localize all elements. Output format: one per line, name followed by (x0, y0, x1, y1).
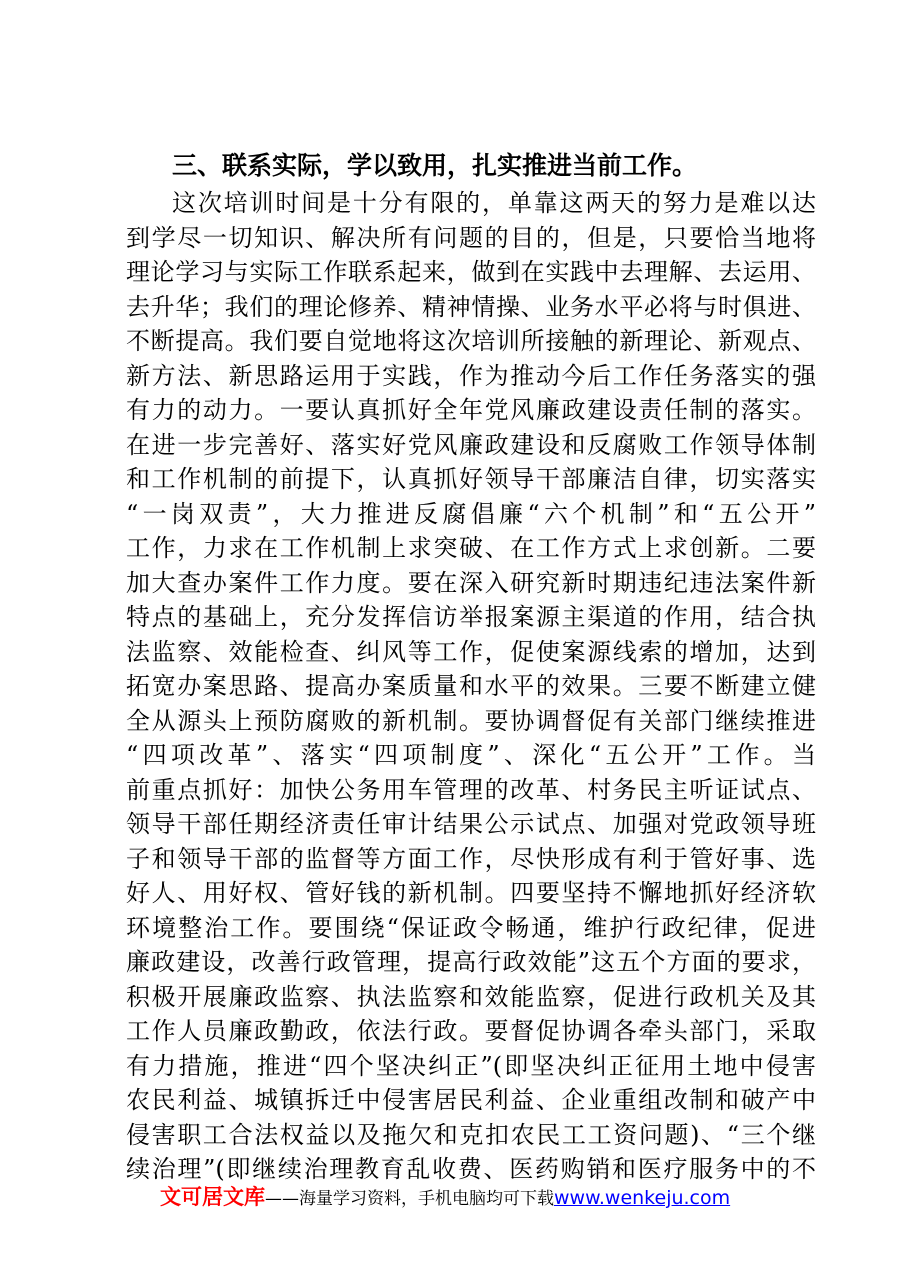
body-line: 在进一步完善好、落实好党风廉政建设和反腐败工作领导体制 (126, 430, 816, 459)
section-heading: 三、联系实际，学以致用，扎实推进当前工作。 (172, 151, 698, 180)
body-line: 廉政建设，改善行政管理，提高行政效能”这五个方面的要求， (126, 948, 816, 976)
body-line: 加大查办案件工作力度。要在深入研究新时期违纪违法案件新 (126, 568, 816, 597)
body-line: “一岗双责”，大力推进反腐倡廉“六个机制”和“五公开” (126, 499, 816, 528)
body-line: 子和领导干部的监督等方面工作，尽快形成有利于管好事、选 (126, 844, 816, 873)
footer-banner (160, 1183, 730, 1213)
body-line: 侵害职工合法权益以及拖欠和克扣农民工工资问题)、“三个继 (126, 1120, 816, 1149)
body-line: 环境整治工作。要围绕“保证政令畅通，维护行政纪律，促进 (126, 913, 816, 942)
body-line: 去升华；我们的理论修养、精神情操、业务水平必将与时俱进、 (126, 292, 816, 321)
body-line: 这次培训时间是十分有限的，单靠这两天的努力是难以达 (172, 189, 816, 217)
body-line: 领导干部任期经济责任审计结果公示试点、加强对党政领导班 (126, 810, 816, 838)
body-line: 工作人员廉政勤政，依法行政。要督促协调各牵头部门，采取 (126, 1017, 816, 1045)
body-line: 不断提高。我们要自觉地将这次培训所接触的新理论、新观点、 (126, 327, 816, 355)
body-line: 特点的基础上，充分发挥信访举报案源主渠道的作用，结合执 (126, 603, 816, 631)
body-line: 好人、用好权、管好钱的新机制。四要坚持不懈地抓好经济软 (126, 879, 816, 907)
body-text (126, 186, 816, 1187)
body-line: 前重点抓好：加快公务用车管理的改革、村务民主听证试点、 (126, 775, 816, 804)
body-line: 拓宽办案思路、提高办案质量和水平的效果。三要不断建立健 (126, 672, 816, 700)
body-line: 新方法、新思路运用于实践，作为推动今后工作任务落实的强 (126, 361, 816, 390)
body-line: 续治理”(即继续治理教育乱收费、医药购销和医疗服务中的不 (126, 1155, 816, 1183)
body-line: 工作，力求在工作机制上求突破、在工作方式上求创新。二要 (126, 534, 816, 562)
footer-slogan: ——海量学习资料，手机电脑均可下载 (265, 1189, 554, 1209)
body-line: 农民利益、城镇拆迁中侵害居民利益、企业重组改制和破产中 (126, 1086, 816, 1114)
body-line: 理论学习与实际工作联系起来，做到在实践中去理解、去运用、 (126, 258, 816, 286)
body-line: “四项改革”、落实“四项制度”、深化“五公开”工作。当 (126, 741, 816, 769)
body-line: 到学尽一切知识、解决所有问题的目的，但是，只要恰当地将 (126, 223, 816, 252)
footer-url-link[interactable]: www.wenkeju.com (554, 1187, 731, 1209)
body-line: 有力的动力。一要认真抓好全年党风廉政建设责任制的落实。 (126, 396, 816, 424)
body-line: 有力措施，推进“四个坚决纠正”(即坚决纠正征用土地中侵害 (126, 1051, 816, 1080)
body-line: 法监察、效能检查、纠风等工作，促使案源线索的增加，达到 (126, 637, 816, 666)
body-line: 积极开展廉政监察、执法监察和效能监察，促进行政机关及其 (126, 982, 816, 1011)
footer-brand: 文可居文库 (160, 1185, 265, 1209)
body-line: 和工作机制的前提下，认真抓好领导干部廉洁自律，切实落实 (126, 465, 816, 493)
body-line: 全从源头上预防腐败的新机制。要协调督促有关部门继续推进 (126, 706, 816, 735)
